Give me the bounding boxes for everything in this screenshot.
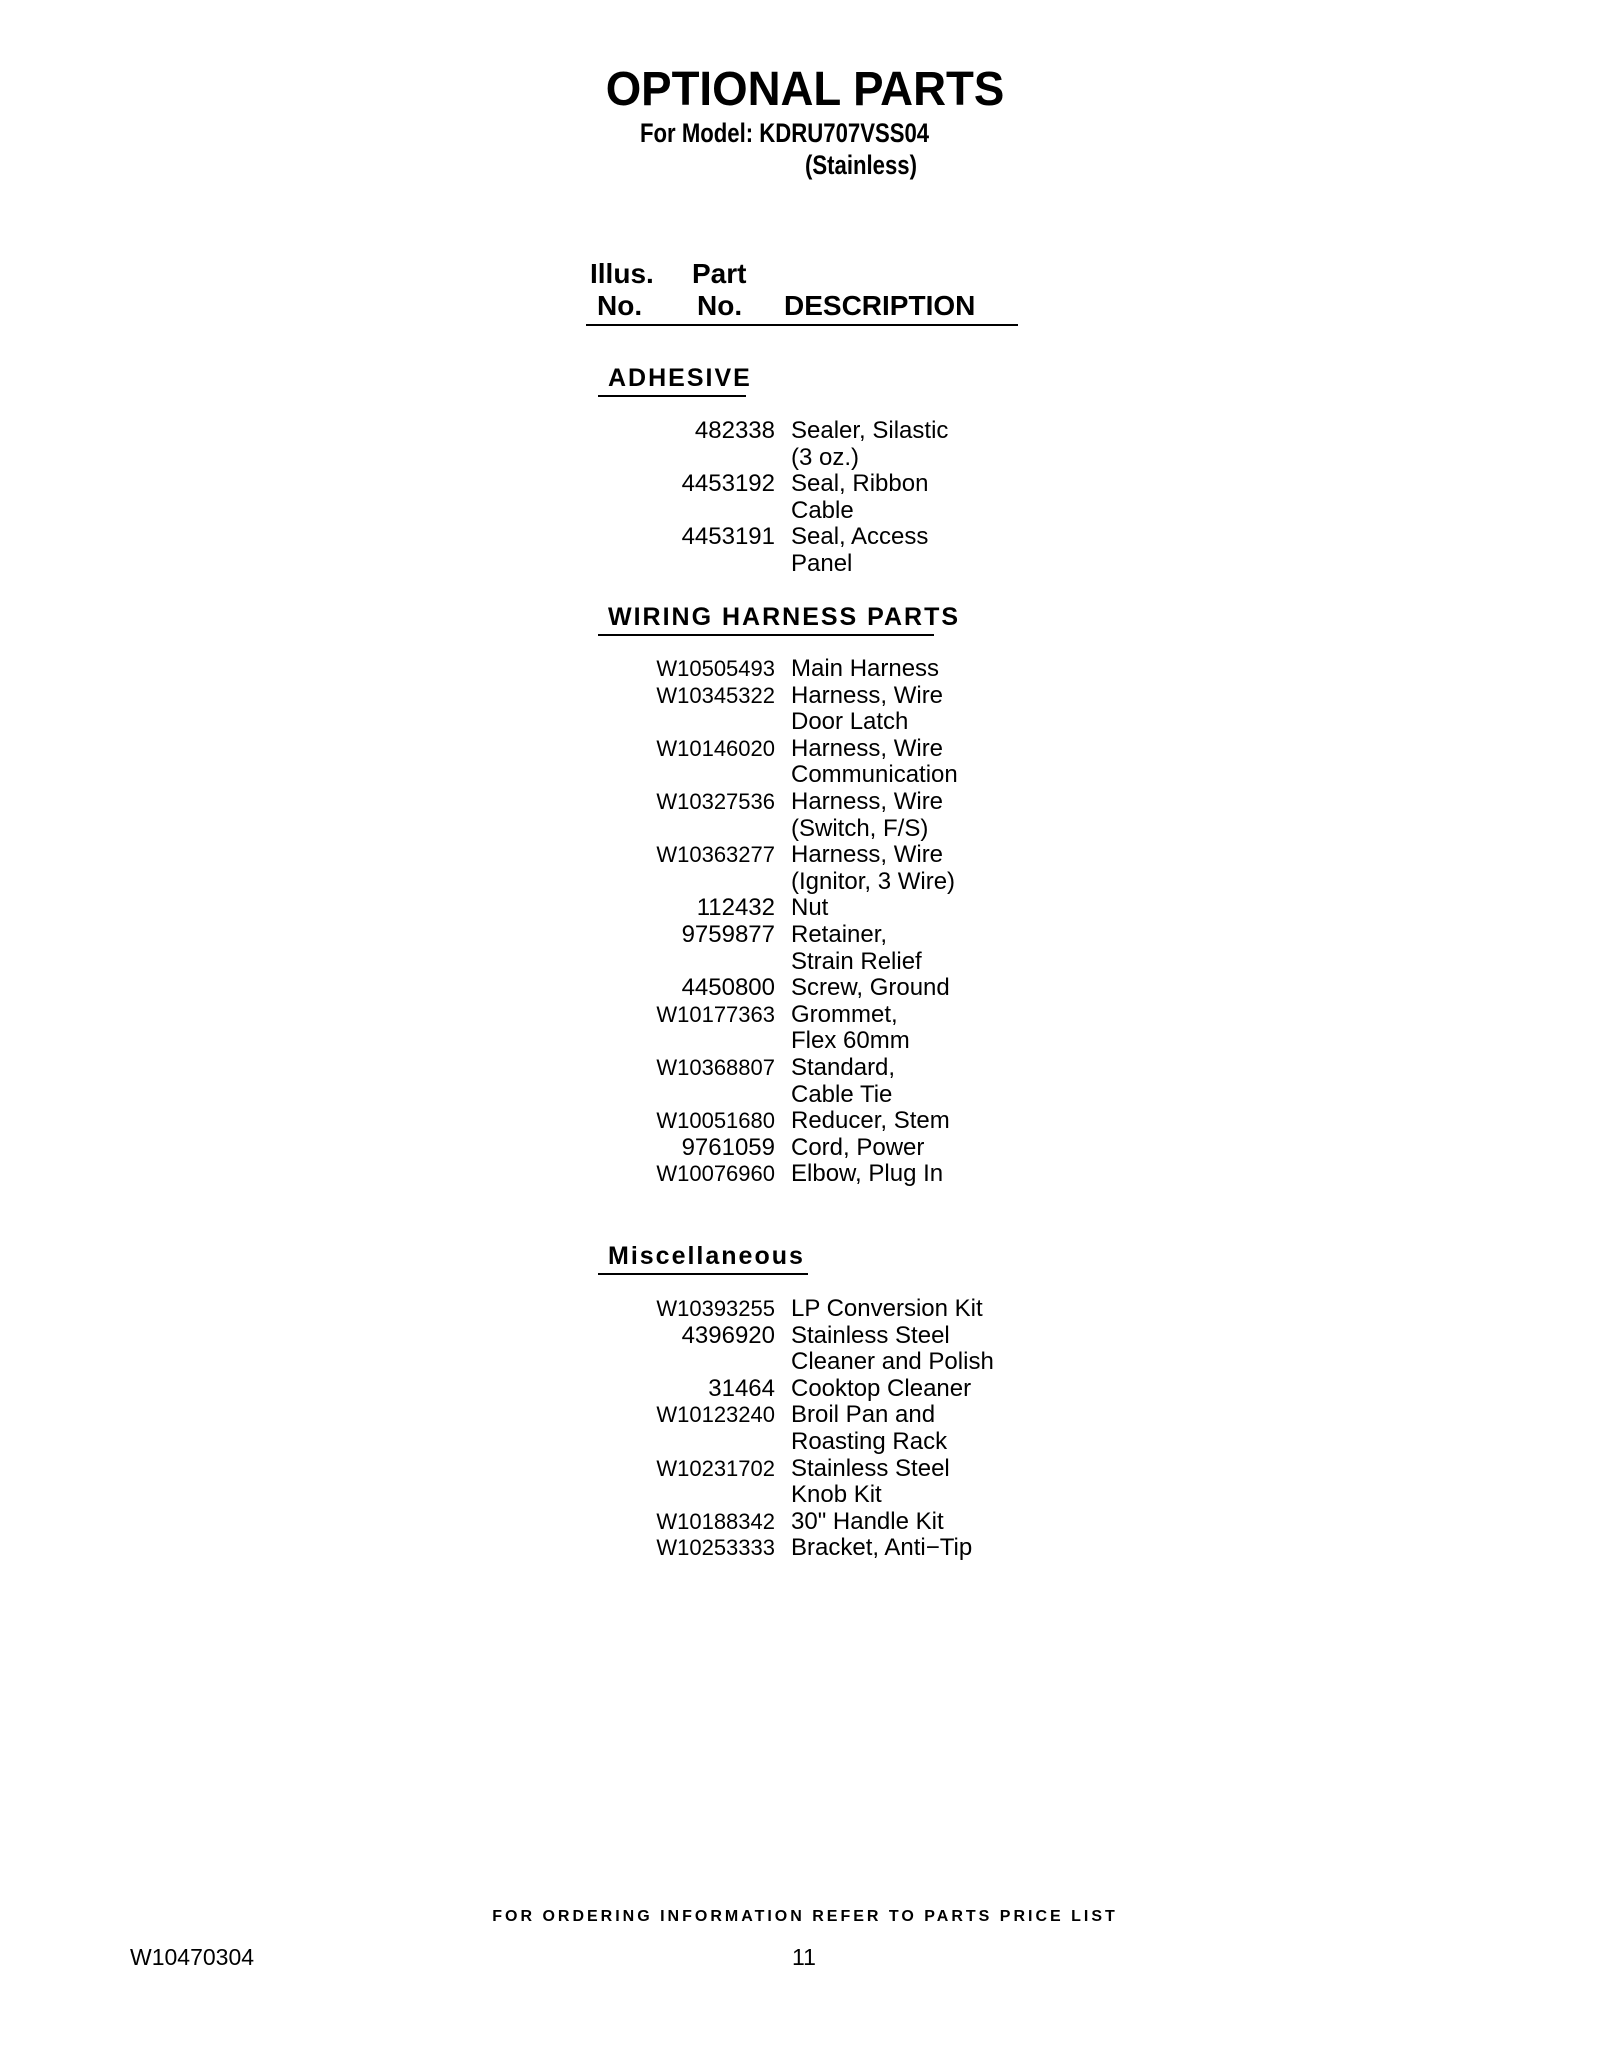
part-row bbox=[600, 736, 1100, 763]
part-number: W10505493 bbox=[656, 656, 775, 681]
part-row-continuation bbox=[600, 1082, 1100, 1109]
part-number: 112432 bbox=[696, 894, 775, 922]
part-row-continuation bbox=[600, 869, 1100, 896]
part-row-continuation bbox=[600, 709, 1100, 736]
part-number: 9759877 bbox=[681, 920, 775, 948]
part-row bbox=[600, 418, 1100, 445]
part-row bbox=[600, 524, 1100, 551]
part-description: (Switch, F/S) bbox=[791, 814, 929, 842]
part-description: Cord, Power bbox=[791, 1133, 925, 1161]
part-row-continuation bbox=[600, 1429, 1100, 1456]
part-row bbox=[600, 656, 1100, 683]
column-header-part-no: No. bbox=[697, 290, 743, 321]
part-description: Cooktop Cleaner bbox=[791, 1374, 972, 1402]
part-number: W10327536 bbox=[656, 788, 775, 814]
header-rule bbox=[586, 324, 1018, 326]
model-subtitle: For Model: KDRU707VSS04 bbox=[640, 118, 930, 148]
part-row bbox=[600, 1135, 1100, 1162]
part-row bbox=[600, 922, 1100, 949]
part-description: Roasting Rack bbox=[791, 1427, 948, 1455]
part-row-continuation bbox=[600, 762, 1100, 789]
part-row bbox=[600, 1509, 1100, 1536]
part-row bbox=[600, 1108, 1100, 1135]
part-number bbox=[600, 869, 775, 896]
part-description: Door Latch bbox=[791, 708, 909, 736]
part-description: Screw, Ground bbox=[791, 974, 950, 1002]
column-header-part: Part bbox=[692, 258, 747, 289]
part-description: Reducer, Stem bbox=[791, 1107, 950, 1135]
part-number: W10363277 bbox=[656, 842, 775, 868]
part-number: W10231702 bbox=[656, 1455, 775, 1481]
part-number: 9761059 bbox=[681, 1133, 775, 1161]
part-number bbox=[600, 498, 775, 525]
section-title: ADHESIVE bbox=[608, 364, 752, 392]
part-description: Retainer, bbox=[791, 920, 888, 948]
part-description: LP Conversion Kit bbox=[791, 1295, 983, 1322]
part-number bbox=[600, 1349, 775, 1376]
part-description: Main Harness bbox=[791, 655, 940, 682]
part-description: Strain Relief bbox=[791, 947, 922, 975]
part-description: Knob Kit bbox=[791, 1481, 882, 1509]
part-description: Grommet, bbox=[791, 1000, 898, 1028]
parts-list-adhesive bbox=[600, 418, 1100, 578]
part-row bbox=[600, 1055, 1100, 1082]
part-number bbox=[600, 1082, 775, 1109]
part-row bbox=[600, 683, 1100, 710]
section-rule bbox=[598, 1273, 808, 1275]
part-row bbox=[600, 895, 1100, 922]
section-rule bbox=[598, 634, 934, 636]
part-row bbox=[600, 1002, 1100, 1029]
part-number: 482338 bbox=[694, 417, 775, 444]
part-row-continuation bbox=[600, 445, 1100, 472]
part-description: Harness, Wire bbox=[791, 734, 944, 762]
part-number: W10188342 bbox=[656, 1508, 775, 1534]
part-row bbox=[600, 842, 1100, 869]
part-description: Harness, Wire bbox=[791, 841, 944, 869]
part-row-continuation bbox=[600, 1028, 1100, 1055]
part-description: Harness, Wire bbox=[791, 787, 944, 815]
part-row bbox=[600, 1535, 1100, 1562]
part-description: Sealer, Silastic bbox=[791, 417, 949, 444]
part-number: 31464 bbox=[708, 1374, 775, 1402]
part-description: Flex 60mm bbox=[791, 1027, 910, 1055]
part-number bbox=[600, 762, 775, 789]
column-header-description: DESCRIPTION bbox=[784, 290, 976, 321]
part-number: W10177363 bbox=[656, 1001, 775, 1027]
part-number bbox=[600, 1028, 775, 1055]
part-description: (Ignitor, 3 Wire) bbox=[791, 867, 956, 895]
part-description: Bracket, Anti−Tip bbox=[791, 1534, 973, 1562]
part-number: 4396920 bbox=[681, 1321, 775, 1349]
column-header-illus: Illus. bbox=[590, 258, 654, 289]
part-number: W10051680 bbox=[656, 1108, 775, 1134]
part-description: Stainless Steel bbox=[791, 1321, 950, 1349]
part-row bbox=[600, 1323, 1100, 1350]
part-number bbox=[600, 1429, 775, 1456]
part-number bbox=[600, 816, 775, 843]
part-description: 30" Handle Kit bbox=[791, 1507, 944, 1535]
part-description: Panel bbox=[791, 549, 853, 577]
part-row bbox=[600, 975, 1100, 1002]
part-description: Standard, bbox=[791, 1053, 896, 1081]
part-row bbox=[600, 1456, 1100, 1483]
page-title: OPTIONAL PARTS bbox=[605, 63, 1005, 116]
parts-list-miscellaneous bbox=[600, 1296, 1100, 1562]
column-header-illus-no: No. bbox=[597, 290, 643, 321]
section-title: Miscellaneous bbox=[608, 1242, 805, 1270]
part-number: W10076960 bbox=[656, 1161, 775, 1187]
part-number: W10345322 bbox=[656, 682, 775, 708]
part-description: (3 oz.) bbox=[791, 443, 860, 471]
part-description: Elbow, Plug In bbox=[791, 1160, 944, 1188]
part-number: W10393255 bbox=[656, 1296, 775, 1321]
section-rule bbox=[598, 395, 746, 397]
part-row-continuation bbox=[600, 498, 1100, 525]
part-number: 4450800 bbox=[681, 974, 775, 1002]
section-title: WIRING HARNESS PARTS bbox=[608, 603, 961, 631]
part-row-continuation bbox=[600, 1349, 1100, 1376]
ordering-note: FOR ORDERING INFORMATION REFER TO PARTS PRICE LIST bbox=[492, 1908, 1118, 1925]
part-row bbox=[600, 1376, 1100, 1403]
part-number: 4453191 bbox=[681, 523, 775, 551]
part-description: Broil Pan and bbox=[791, 1401, 936, 1429]
part-row-continuation bbox=[600, 816, 1100, 843]
part-row-continuation bbox=[600, 949, 1100, 976]
part-number: W10368807 bbox=[656, 1054, 775, 1080]
part-row bbox=[600, 1161, 1100, 1188]
part-number: W10253333 bbox=[656, 1535, 775, 1561]
part-number bbox=[600, 445, 775, 472]
model-finish: (Stainless) bbox=[805, 150, 917, 180]
part-number: W10123240 bbox=[656, 1402, 775, 1428]
part-row bbox=[600, 471, 1100, 498]
page-number: 11 bbox=[792, 1944, 816, 1970]
part-number: 4453192 bbox=[681, 470, 775, 498]
part-row-continuation bbox=[600, 551, 1100, 578]
part-description: Seal, Access bbox=[791, 523, 929, 551]
part-number bbox=[600, 1482, 775, 1509]
part-row bbox=[600, 1402, 1100, 1429]
part-number bbox=[600, 551, 775, 578]
part-description: Nut bbox=[791, 894, 829, 922]
parts-list-wiring-harness bbox=[600, 656, 1100, 1188]
part-description: Seal, Ribbon bbox=[791, 470, 929, 498]
part-row bbox=[600, 1296, 1100, 1323]
part-number bbox=[600, 949, 775, 976]
part-description: Cable Tie bbox=[791, 1080, 893, 1108]
part-description: Harness, Wire bbox=[791, 681, 944, 709]
part-description: Cable bbox=[791, 496, 854, 524]
part-description: Communication bbox=[791, 761, 958, 789]
part-number bbox=[600, 709, 775, 736]
part-description: Stainless Steel bbox=[791, 1454, 950, 1482]
document-number: W10470304 bbox=[130, 1944, 255, 1970]
part-number: W10146020 bbox=[656, 735, 775, 761]
part-row-continuation bbox=[600, 1482, 1100, 1509]
part-description: Cleaner and Polish bbox=[791, 1348, 994, 1376]
part-row bbox=[600, 789, 1100, 816]
